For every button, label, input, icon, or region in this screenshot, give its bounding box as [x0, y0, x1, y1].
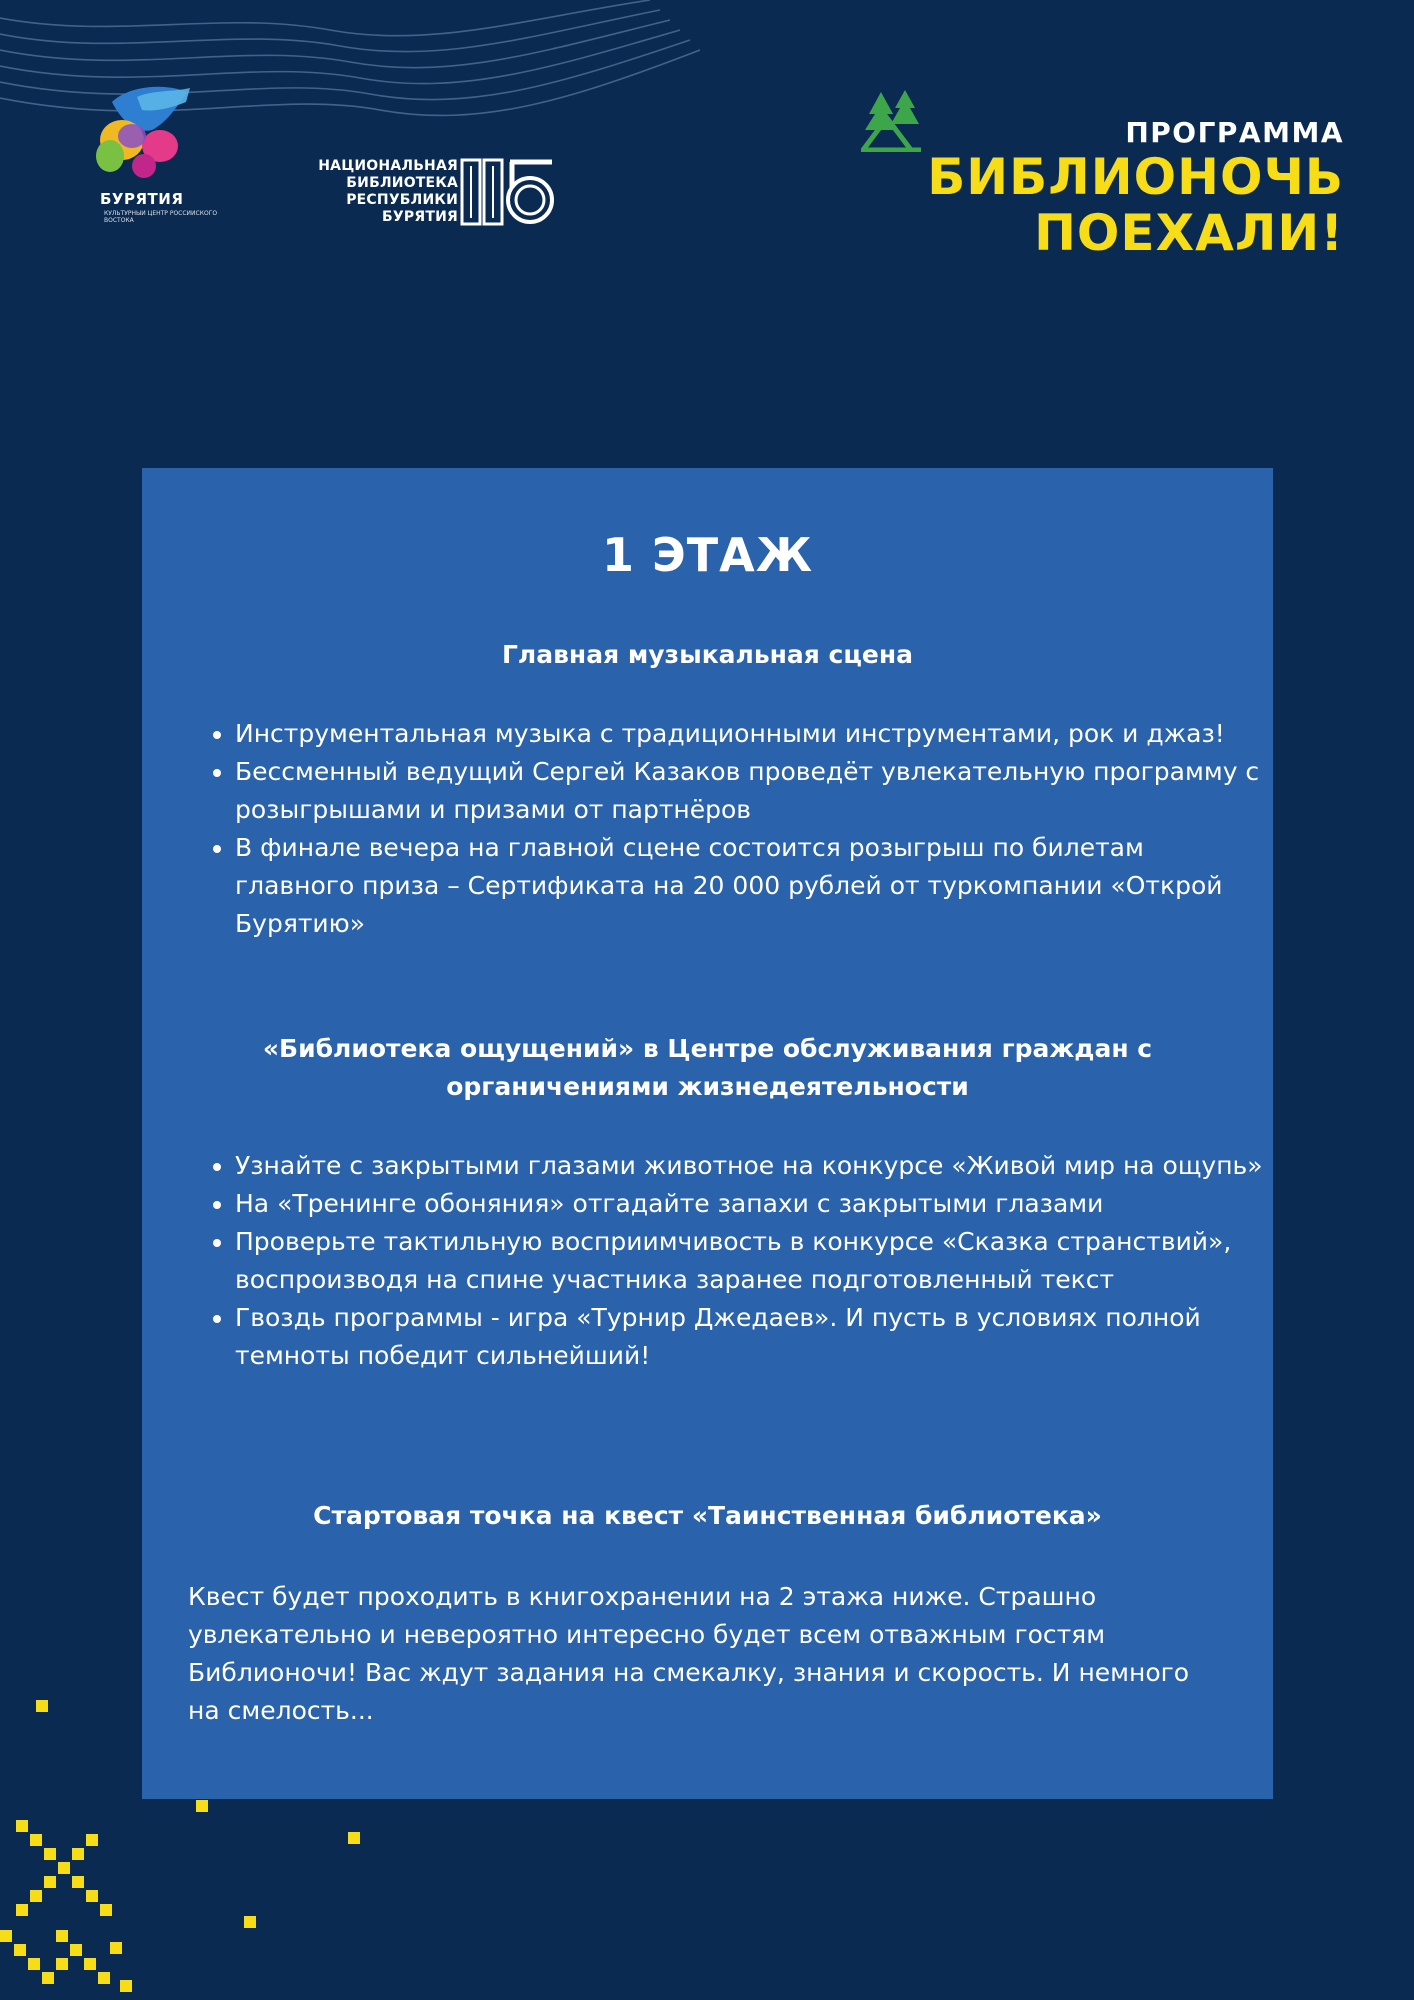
floor-program-card [142, 468, 1273, 1799]
section-title-line: «Библиотека ощущений» в Центре обслуживания граждан с [262, 1034, 1153, 1063]
library-logo-line: БУРЯТИЯ [382, 209, 458, 225]
music-stage-list [197, 715, 1265, 943]
list-item: • В финале вечера на главной сцене состоится розыгрыш по билетам главного приза – Сертификата на 20 000 рублей от туркомпании «Открой Бурятию» [235, 829, 1265, 943]
list-item: • Бессменный ведущий Сергей Казаков проведёт увлекательную программу с розыгрышами и призами от партнёров [235, 753, 1265, 829]
library-emblem-icon [460, 158, 560, 228]
section-title-line: органичениями жизнедеятельности [446, 1072, 969, 1101]
library-logo-text [310, 158, 458, 226]
list-item: • Проверьте тактильную восприимчивость в конкурсе «Сказка странствий», воспроизводя на спине участника заранее подготовленный текст [235, 1223, 1265, 1299]
buryatia-butterfly-icon [82, 82, 202, 182]
buryatia-logo [78, 82, 228, 232]
quest-description: Квест будет проходить в книгохранении на 2 этажа ниже. Страшно увлекательно и невероятно интересно будет всем отважным гостям Библионочи! Вас ждут задания на смекалку, знания и скорость. И немного на смелость... [188, 1582, 1190, 1725]
library-logo-line: БИБЛИОТЕКА [346, 175, 458, 191]
buryatia-logo-subtitle: КУЛЬТУРНЫЙ ЦЕНТР РОССИЙСКОГО ВОСТОКА [104, 210, 218, 224]
program-title-line1: БИБЛИОНОЧЬ [927, 148, 1344, 206]
program-label: ПРОГРАММА [1125, 116, 1344, 149]
pixel-ornament-decoration [0, 1680, 380, 2000]
section-title-music-stage: Главная музыкальная сцена [502, 640, 913, 669]
list-item: • На «Тренинге обоняния» отгадайте запахи с закрытыми глазами [235, 1185, 1265, 1223]
library-logo-line: РЕСПУБЛИКИ [346, 192, 458, 208]
floor-title: 1 ЭТАЖ [601, 528, 814, 582]
list-item: • Гвоздь программы - игра «Турнир Джедаев». И пусть в условиях полной темноты победит сильнейший! [235, 1299, 1265, 1375]
library-of-senses-list [197, 1147, 1265, 1375]
buryatia-logo-name: БУРЯТИЯ [100, 190, 184, 208]
library-logo-line: НАЦИОНАЛЬНАЯ [318, 158, 458, 174]
program-title-line2: ПОЕХАЛИ! [1034, 204, 1344, 262]
tree-tent-icon [861, 88, 925, 152]
section-title-quest: Стартовая точка на квест «Таинственная библиотека» [313, 1501, 1102, 1530]
section-title-library-of-senses [142, 1030, 1273, 1106]
program-heading [927, 88, 1344, 261]
list-item: • Инструментальная музыка с традиционными инструментами, рок и джаз! [235, 715, 1265, 753]
national-library-logo [310, 156, 570, 234]
list-item: • Узнайте с закрытыми глазами животное на конкурсе «Живой мир на ощупь» [235, 1147, 1265, 1185]
